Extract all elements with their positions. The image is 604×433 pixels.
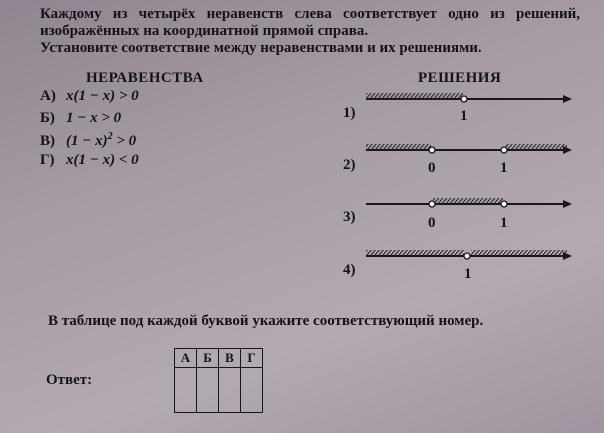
number-line-4 <box>343 250 572 282</box>
task-line-1: Каждому из четырёх неравенств слева соответствует одно из решений, изображённых на координатной прямой справа. <box>40 6 580 39</box>
solution-label: 1) <box>343 105 356 121</box>
open-point <box>429 201 435 207</box>
answer-input-row <box>175 368 263 413</box>
tick-label: 1 <box>464 266 472 282</box>
solution-label: 2) <box>343 157 356 173</box>
inequality-letter: В) <box>40 133 55 149</box>
tick-label: 1 <box>460 108 468 124</box>
open-point <box>461 96 467 102</box>
solution-label: 3) <box>343 209 356 225</box>
answer-column-g: Г <box>241 349 263 368</box>
hatch-region <box>505 144 567 149</box>
expression-exponent: 2 <box>107 131 113 142</box>
tick-label: 1 <box>500 215 508 231</box>
inequality-expression: x(1 − x) > 0 <box>66 88 139 104</box>
inequalities-header: НЕРАВЕНСТВА <box>86 70 204 86</box>
inequality-expression: 1 − x > 0 <box>66 110 122 126</box>
hatch-region <box>471 250 567 255</box>
arrow-icon <box>563 200 572 208</box>
number-line-2 <box>343 144 572 176</box>
arrow-icon <box>563 252 572 260</box>
answer-cell-v[interactable] <box>219 368 241 413</box>
number-line-1 <box>343 93 572 124</box>
answer-column-v: В <box>219 349 241 368</box>
solutions-header: РЕШЕНИЯ <box>418 70 502 86</box>
arrow-icon <box>563 95 572 103</box>
expression-tail: > 0 <box>112 133 137 149</box>
tick-label: 1 <box>500 160 508 176</box>
open-point <box>501 147 507 153</box>
hatch-region <box>366 144 431 149</box>
answer-table <box>174 348 263 413</box>
inequality-expression: x(1 − x) < 0 <box>66 152 139 168</box>
hatch-region <box>366 93 463 98</box>
answer-cell-b[interactable] <box>197 368 219 413</box>
inequality-letter: Г) <box>40 152 55 168</box>
inequality-letter: Б) <box>40 110 55 126</box>
hatch-region <box>366 250 464 255</box>
tick-label: 0 <box>428 160 436 176</box>
inequality-letter: А) <box>40 88 56 104</box>
answer-column-b: Б <box>197 349 219 368</box>
table-instruction: В таблице под каждой буквой укажите соответствующий номер. <box>48 313 484 329</box>
open-point <box>501 201 507 207</box>
tick-label: 0 <box>428 215 436 231</box>
arrow-icon <box>563 146 572 154</box>
answer-header-row <box>175 349 263 368</box>
number-line-3 <box>343 198 572 231</box>
answer-cell-g[interactable] <box>241 368 263 413</box>
open-point <box>464 253 470 259</box>
solution-label: 4) <box>343 262 356 278</box>
task-line-2: Установите соответствие между неравенствами и их решениями. <box>40 40 482 56</box>
answer-column-a: А <box>175 349 197 368</box>
open-point <box>429 147 435 153</box>
expression-base: (1 − x) <box>66 133 108 149</box>
answer-label: Ответ: <box>46 372 93 388</box>
answer-cell-a[interactable] <box>175 368 197 413</box>
hatch-region <box>433 198 503 203</box>
